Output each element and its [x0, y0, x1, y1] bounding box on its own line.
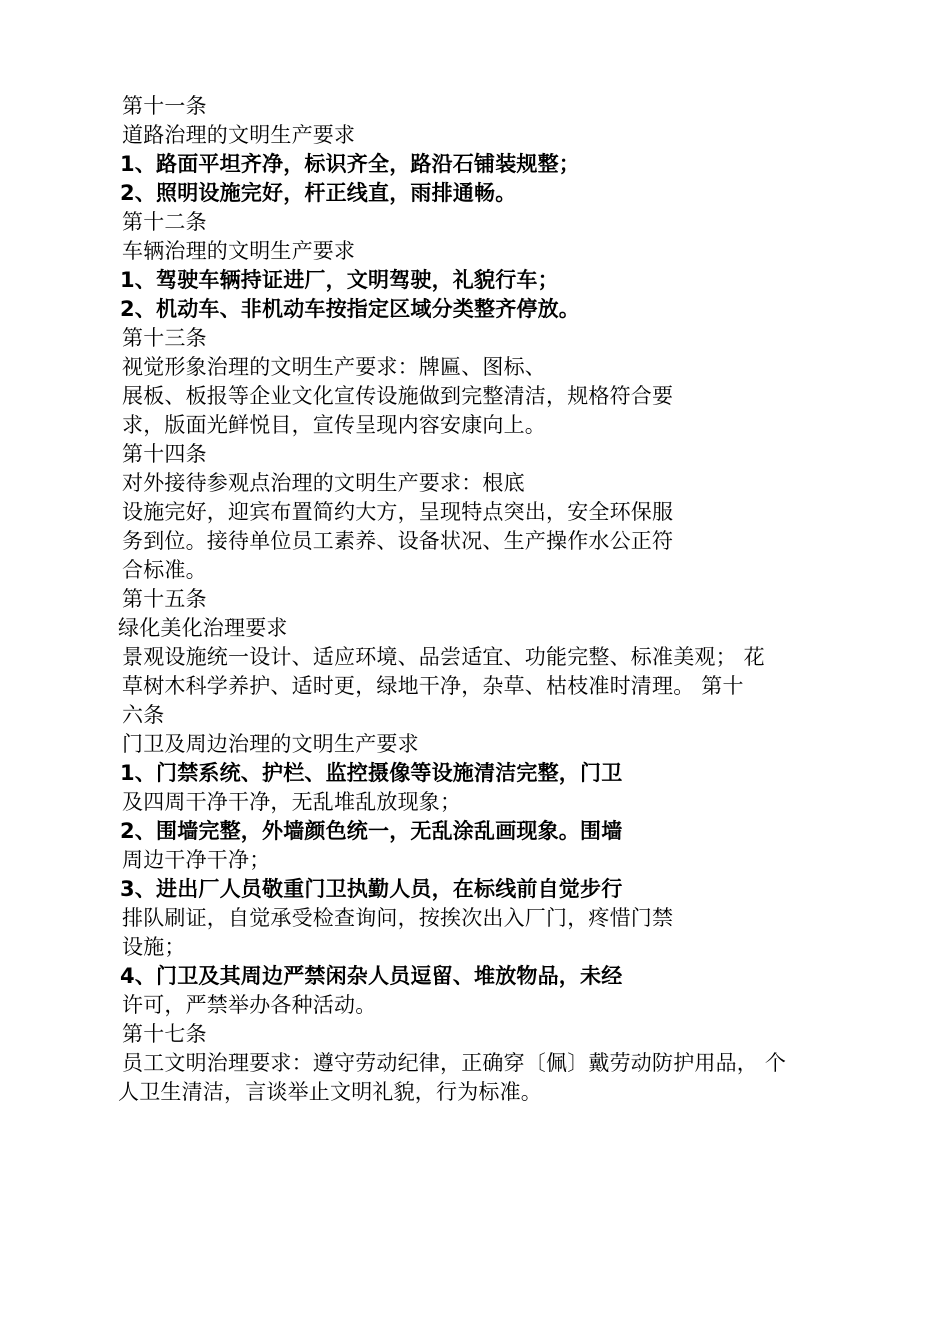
article-16-heading-tail: 六条 [122, 703, 165, 727]
article-11-title: 道路治理的文明生产要求 [122, 123, 356, 147]
article-12-item-1: 1、驾驶车辆持证进厂，文明驾驶，礼貌行车； [120, 268, 559, 292]
article-17-text-line-1: 员工文明治理要求：遵守劳动纪律，正确穿〔佩〕戴劳动防护用品， 个 [122, 1051, 787, 1075]
article-16-item-2-line-2: 周边干净干净； [122, 848, 271, 872]
article-15-title: 绿化美化治理要求 [118, 616, 288, 640]
article-14-text-line-2: 设施完好，迎宾布置简约大方，呈现特点突出，安全环保服 [122, 500, 674, 524]
article-14-text-line-4: 合标准。 [122, 558, 207, 582]
article-16-item-1-line-1: 1、门禁系统、护栏、监控摄像等设施清洁完整，门卫 [120, 761, 623, 785]
article-16-item-3-line-1: 3、进出厂人员敬重门卫执勤人员，在标线前自觉步行 [120, 877, 623, 901]
article-12-title: 车辆治理的文明生产要求 [122, 239, 356, 263]
article-12-heading: 第十二条 [122, 210, 207, 234]
article-14-heading: 第十四条 [122, 442, 207, 466]
article-15-heading: 第十五条 [122, 587, 207, 611]
article-13-text-line-1: 视觉形象治理的文明生产要求：牌匾、图标、 [122, 355, 546, 379]
article-16-item-1-line-2: 及四周干净干净，无乱堆乱放现象； [122, 790, 462, 814]
article-16-item-4-line-1: 4、门卫及其周边严禁闲杂人员逗留、堆放物品，未经 [120, 964, 623, 988]
article-16-title: 门卫及周边治理的文明生产要求 [122, 732, 419, 756]
article-15-text-line-2: 草树木科学养护、适时更，绿地干净，杂草、枯枝准时清理。 第十 [122, 674, 744, 698]
article-16-item-4-line-2: 许可，严禁举办各种活动。 [122, 993, 377, 1017]
article-11-heading: 第十一条 [122, 94, 207, 118]
article-12-item-2: 2、机动车、非机动车按指定区域分类整齐停放。 [120, 297, 581, 321]
article-14-text-line-3: 务到位。接待单位员工素养、设备状况、生产操作水公正符 [122, 529, 674, 553]
article-11-item-2: 2、照明设施完好，杆正线直，雨排通畅。 [120, 181, 517, 205]
article-11-item-1: 1、路面平坦齐净，标识齐全，路沿石铺装规整； [120, 152, 581, 176]
article-16-item-3-line-2: 排队刷证，自觉承受检查询问，按挨次出入厂门，疼惜门禁 [122, 906, 674, 930]
article-14-text-line-1: 对外接待参观点治理的文明生产要求：根底 [122, 471, 525, 495]
article-17-text-line-2: 人卫生清洁，言谈举止文明礼貌，行为标准。 [118, 1080, 542, 1104]
article-17-heading: 第十七条 [122, 1022, 207, 1046]
article-15-text-line-1: 景观设施统一设计、适应环境、品尝适宜、功能完整、标准美观； 花 [122, 645, 765, 669]
article-16-item-3-line-3: 设施； [122, 935, 186, 959]
article-13-text-line-2: 展板、板报等企业文化宣传设施做到完整清洁，规格符合要 [122, 384, 674, 408]
article-16-item-2-line-1: 2、围墙完整，外墙颜色统一，无乱涂乱画现象。围墙 [120, 819, 623, 843]
article-13-text-line-3: 求，版面光鲜悦目，宣传呈现内容安康向上。 [122, 413, 546, 437]
article-13-heading: 第十三条 [122, 326, 207, 350]
